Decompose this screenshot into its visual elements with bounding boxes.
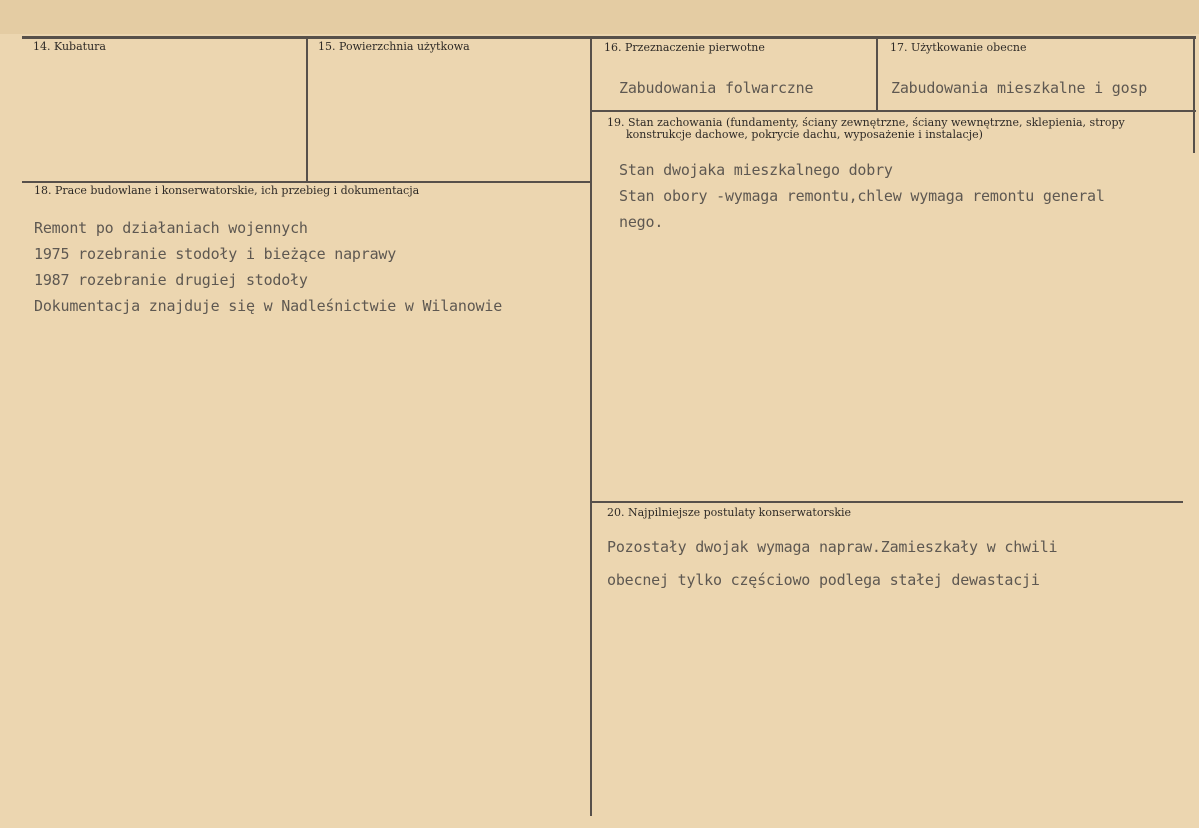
divider-14-15 xyxy=(306,37,308,182)
field-18-line: 1987 rozebranie drugiej stodoły xyxy=(34,271,308,289)
field-16-label: 16. Przeznaczenie pierwotne xyxy=(604,41,765,54)
field-19-line: nego. xyxy=(619,213,664,231)
field-18-line: 1975 rozebranie stodoły i bieżące naprawy xyxy=(34,245,397,263)
sheet-top-edge xyxy=(0,0,1199,34)
field-18-text xyxy=(34,215,502,319)
rule-below-16-17 xyxy=(591,110,1196,112)
field-17-value: Zabudowania mieszkalne i gosp xyxy=(891,79,1148,97)
field-14-label: 14. Kubatura xyxy=(33,40,106,53)
field-20-line: Pozostały dwojak wymaga napraw.Zamieszkały w chwili xyxy=(607,538,1058,556)
top-rule xyxy=(22,36,1196,39)
field-20-line: obecnej tylko częściowo podlega stałej dewastacji xyxy=(607,571,1040,589)
rule-above-20 xyxy=(591,501,1183,503)
divider-main-vertical xyxy=(590,37,592,816)
field-19-label-line1: 19. Stan zachowania (fundamenty, ściany zewnętrzne, ściany wewnętrzne, sklepienia, stropy xyxy=(607,116,1125,129)
field-19-line: Stan obory -wymaga remontu,chlew wymaga remontu general xyxy=(619,187,1105,205)
field-15-label: 15. Powierzchnia użytkowa xyxy=(318,40,470,53)
field-19-label-line2: konstrukcje dachowe, pokrycie dachu, wyposażenie i instalacje) xyxy=(626,128,983,141)
rule-below-14-15 xyxy=(22,181,592,183)
field-16-value: Zabudowania folwarczne xyxy=(619,79,814,97)
field-20-label: 20. Najpilniejsze postulaty konserwatorskie xyxy=(607,506,852,519)
field-19-line: Stan dwojaka mieszkalnego dobry xyxy=(619,161,893,179)
field-18-line: Remont po działaniach wojennych xyxy=(34,219,308,237)
field-18-label: 18. Prace budowlane i konserwatorskie, ich przebieg i dokumentacja xyxy=(34,184,420,197)
right-border xyxy=(1193,37,1195,153)
field-19-text xyxy=(619,157,1105,235)
field-20-text xyxy=(607,531,1057,597)
divider-16-17 xyxy=(876,37,878,111)
field-18-line: Dokumentacja znajduje się w Nadleśnictwie w Wilanowie xyxy=(34,297,503,315)
field-17-label: 17. Użytkowanie obecne xyxy=(890,41,1027,54)
